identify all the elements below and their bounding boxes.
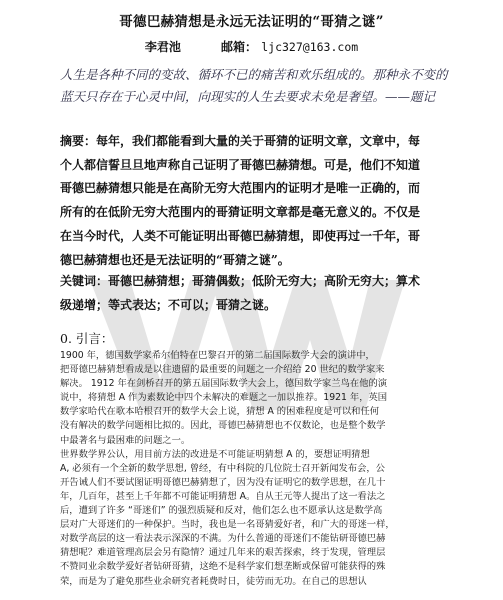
body-line: 解决。 1912 年在剑桥召开的第五届国际数学大会上，德国数学家兰鸟在他的演 [60, 378, 388, 390]
abstract-line: 摘要：每年，我们都能看到大量的关于哥猜的证明文章，文章中，每 [60, 134, 421, 148]
body-line: 层对广大哥迷们的一种保护。当时，我也是一名哥猜爱好者，和广大的哥迷一样， [60, 519, 395, 531]
body-line: A, 必须有一个全新的数学思想, 曾经，有中科院的几位院士召开新闻发布会，公 [60, 462, 385, 474]
body-line: 不赞同业余数学爱好者钻研哥猜，这绝不是科学家们想垄断或保留可能获得的殊 [60, 561, 386, 573]
keywords-line: 级递增；等式表达；不可以；哥猜之谜。 [60, 297, 277, 312]
body-line: 猜想呢？难道管理高层会另有隐情？通过几年来的艰苦探索，终于发现，管理层 [60, 547, 386, 559]
document-title: 哥德巴赫猜想是永远无法证明的“哥猜之谜” [119, 14, 384, 30]
keywords [60, 270, 442, 317]
body-text [60, 349, 445, 589]
body-line: 世界数学界公认，用目前方法的改进是不可能证明猜想 A 的，要想证明猜想 [60, 448, 370, 460]
abstract-line: 所有的在低阶无穷大范围内的哥猜证明文章都是毫无意义的。不仅是 [60, 205, 421, 220]
abstract-line: 哥德巴赫猜想只能是在高阶无穷大范围内的证明才是唯一正确的，而 [60, 181, 421, 196]
body-line: 1900 年，德国数学家希尔伯特在巴黎召开的第二届国际数学大会的演讲中， [60, 350, 375, 361]
email-address: ljc327@163.com [261, 40, 359, 54]
body-line: 中最著名与最困难的问题之一。 [60, 434, 191, 446]
epigraph-line: 蓝天只存在于心灵中间，向现实的人生去要求未免是奢望。——题记 [60, 89, 436, 104]
body-line: 没有解决的数学问题相比拟的。因此，哥德巴赫猜想也不仅数论，也是整个数学 [60, 420, 386, 432]
body-line: 数学家哈代在歌本哈根召开的数学大会上说，猜想 A 的困难程度是可以和任何 [60, 406, 380, 418]
abstract-line: 德巴赫猜想也还是无法证明的“哥猜之谜”。 [60, 252, 290, 267]
abstract-line: 个人都信誓旦旦地声称自己证明了哥德巴赫猜想。可是，他们不知道 [60, 157, 421, 172]
intro-heading: 0. 引言： [60, 331, 114, 346]
epigraph-line: 人生是各种不同的变故、循环不已的痛苦和欢乐组成的。那种永不变的 [60, 67, 448, 82]
body-line: 对数学高层的这一看法表示深深的不满。为什么普通的哥迷们不能钻研哥德巴赫 [60, 533, 386, 545]
byline [0, 38, 503, 55]
body-line: 把哥德巴赫猜想看成是以往遗留的最重要的问题之一介绍给 20 世纪的数学家来 [60, 364, 385, 376]
abstract [60, 130, 442, 272]
author-name: 李君池 [144, 40, 181, 54]
body-line: 后，遭到了许多 “哥迷们” 的强烈质疑和反对，他们怎么也不愿承认这是数学高 [60, 505, 383, 517]
epigraph [60, 64, 448, 108]
email-label: 邮箱： [221, 40, 258, 54]
keywords-line: 关键词：哥德巴赫猜想；哥猜偶数；低阶无穷大；高阶无穷大；算术 [60, 274, 421, 288]
abstract-line: 在当今时代，人类不可能证明出哥德巴赫猜想，即使再过一千年，哥 [60, 228, 421, 243]
body-line: 说中，将猜想 A 作为素数论中四个未解决的难题之一加以推荐。1921 年，英国 [60, 392, 388, 404]
body-line: 年，几百年，甚至上千年都不可能证明猜想 A。自从王元等人提出了这一看法之 [60, 490, 386, 502]
body-line: 开告诫人们不要试图证明哥德巴赫猜想了，因为没有证明它的数学思想，在几十 [60, 476, 386, 488]
body-line: 荣，而是为了避免那些业余研究者耗费时日，徒劳而无功。在自己的思想认 [60, 575, 367, 587]
